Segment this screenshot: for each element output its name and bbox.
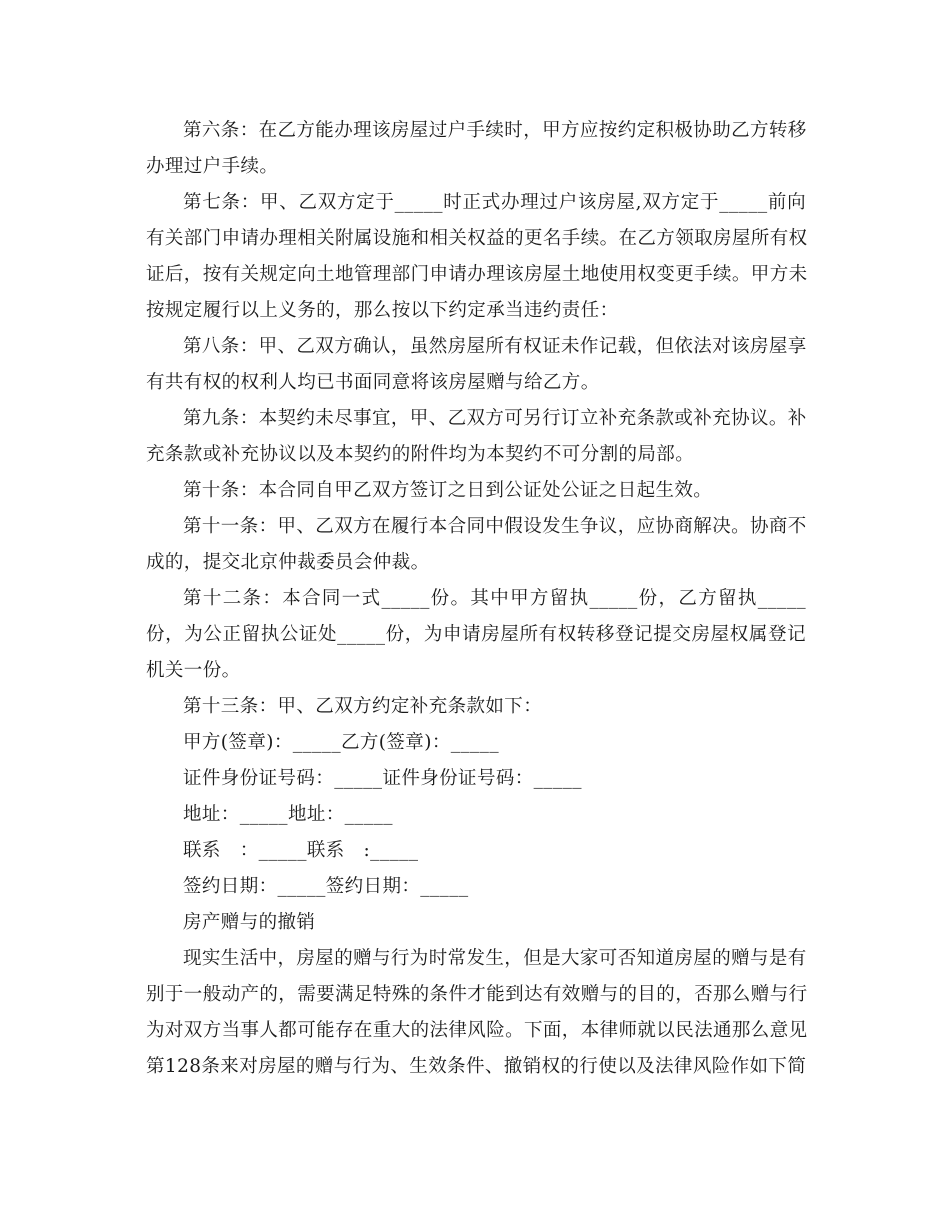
text-line: 第七条：甲、乙双方定于_____时正式办理过户该房屋,双方定于_____前向 [183,192,806,213]
text-line: 第十一条：甲、乙双方在履行本合同中假设发生争议，应协商解决。协商不 [183,516,807,537]
text-line: 现实生活中，房屋的赠与行为时常发生，但是大家可否知道房屋的赠与是有 [183,948,807,969]
text-line: 地址：_____地址：_____ [183,804,393,825]
text-line: 份，为公正留执公证处_____份，为申请房屋所有权转移登记提交房屋权属登记 [146,624,806,645]
text-line: 第十三条：甲、乙双方约定补充条款如下： [183,696,543,717]
text-line: 充条款或补充协议以及本契约的附件均为本契约不可分割的局部。 [146,444,695,465]
text-line: 甲方(签章)：_____乙方(签章)：_____ [183,732,499,753]
text-line: 成的，提交北京仲裁委员会仲裁。 [146,552,430,573]
text-line: 证后，按有关规定向土地管理部门申请办理该房屋土地使用权变更手续。甲方未 [146,264,808,285]
text-line: 机关一份。 [146,660,241,681]
text-line: 联系 ：_____联系 :_____ [183,840,419,861]
text-line: 有关部门申请办理相关附属设施和相关权益的更名手续。在乙方领取房屋所有权 [146,228,808,249]
text-line: 第十二条：本合同一式_____份。其中甲方留执_____份，乙方留执_____ [183,588,806,609]
text-line: 第十条：本合同自甲乙双方签订之日到公证处公证之日起生效。 [183,480,713,501]
text-line: 为对双方当事人都可能存在重大的法律风险。下面，本律师就以民法通那么意见 [146,1020,808,1041]
text-line: 签约日期：_____签约日期：_____ [183,876,469,897]
text-line: 第九条：本契约未尽事宜，甲、乙双方可另行订立补充条款或补充协议。补 [183,408,807,429]
text-line: 第六条：在乙方能办理该房屋过户手续时，甲方应按约定积极协助乙方转移 [183,120,807,141]
text-line: 证件身份证号码：_____证件身份证号码：_____ [183,768,582,789]
text-line: 第128条来对房屋的赠与行为、生效条件、撤销权的行使以及法律风险作如下简 [146,1056,807,1077]
text-line: 有共有权的权利人均已书面同意将该房屋赠与给乙方。 [146,372,600,393]
section-heading: 房产赠与的撤销 [183,912,316,933]
text-line: 按规定履行以上义务的，那么按以下约定承当违约责任： [146,300,619,321]
text-line: 第八条：甲、乙双方确认，虽然房屋所有权证未作记载，但依法对该房屋享 [183,336,807,357]
text-line: 办理过户手续。 [146,156,279,177]
text-line: 别于一般动产的，需要满足特殊的条件才能到达有效赠与的目的，否那么赠与行 [146,984,808,1005]
